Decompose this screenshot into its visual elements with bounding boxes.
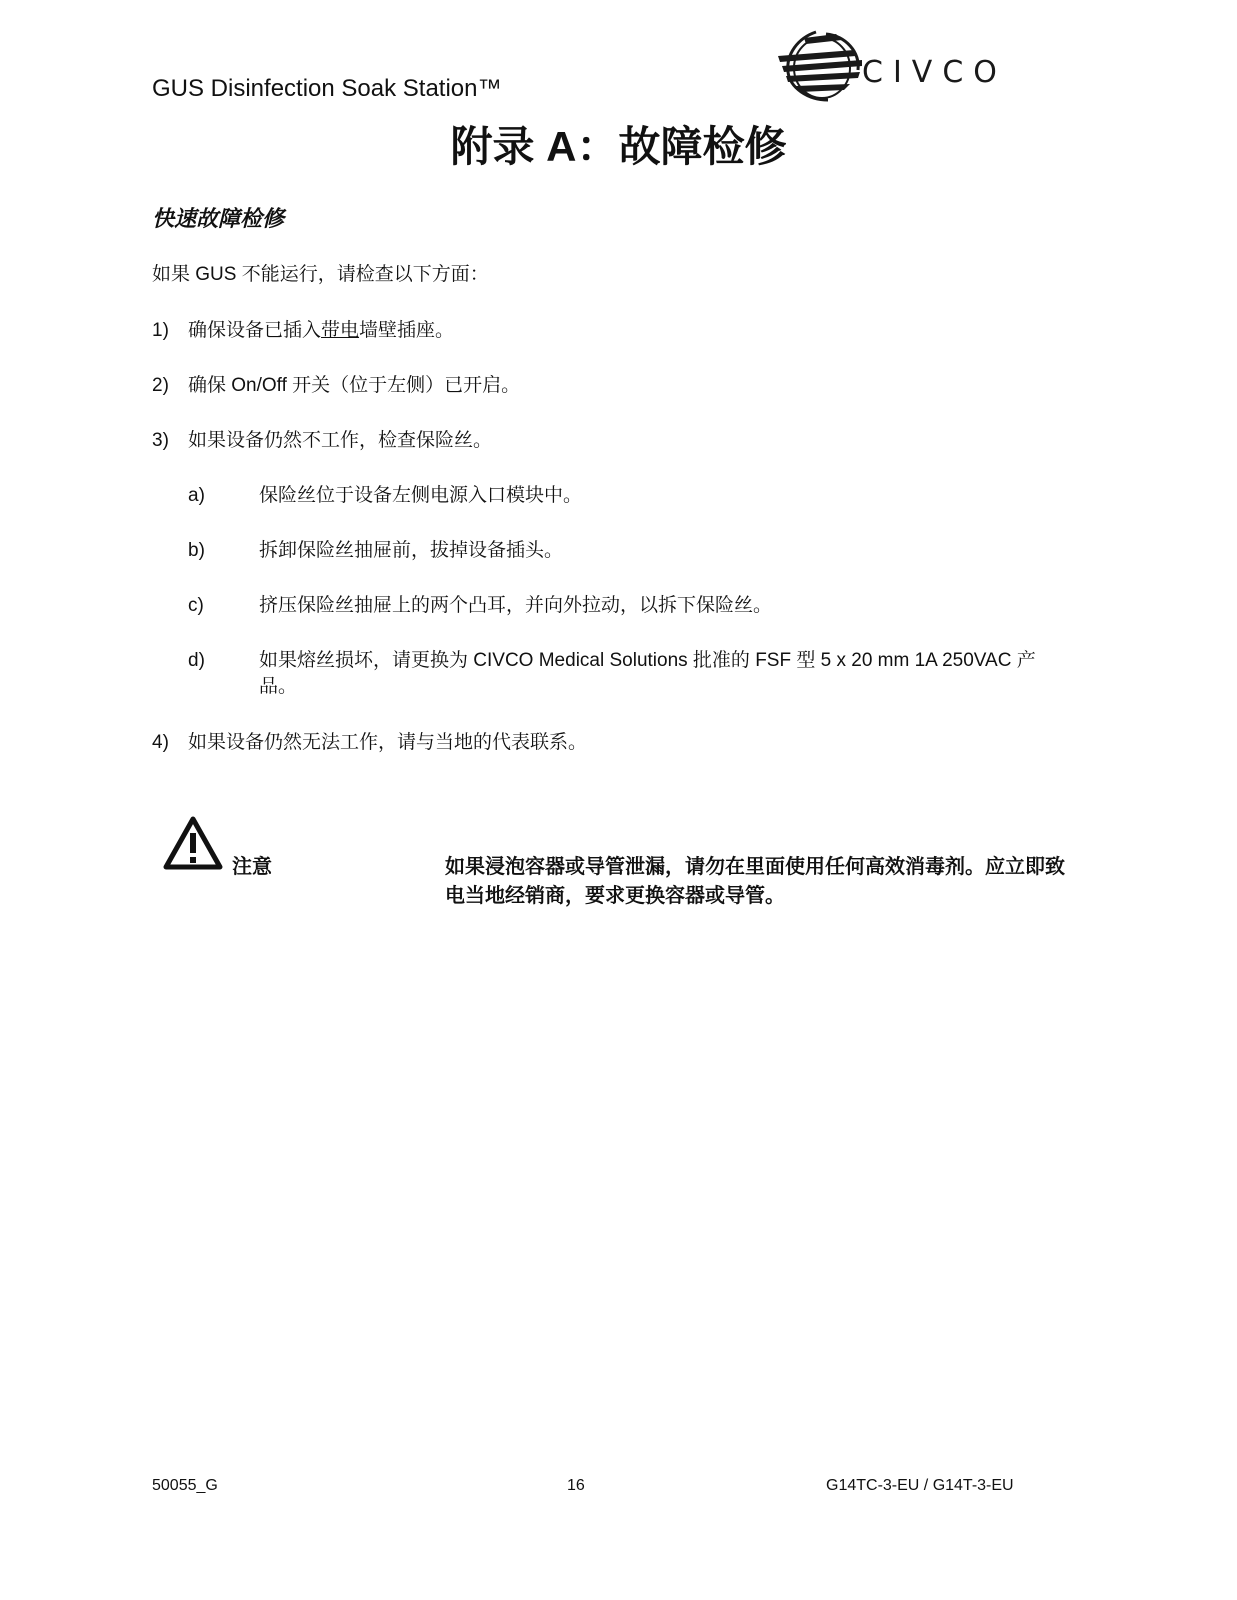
intro-text: 如果 GUS 不能运行，请检查以下方面： [152, 264, 489, 285]
substep-text: 拆卸保险丝抽屉前，拔掉设备插头。 [259, 540, 564, 561]
note-text: 如果浸泡容器或导管泄漏，请勿在里面使用任何高效消毒剂。应立即致电当地经销商，要求更换容器或导管。 [445, 856, 1065, 907]
section-title: 快速故障检修 [152, 206, 285, 231]
substep-text: 挤压保险丝抽屉上的两个凸耳，并向外拉动，以拆下保险丝。 [259, 595, 773, 616]
footer-page-number: 16 [567, 1477, 585, 1494]
substep-letter: a) [188, 485, 205, 506]
step-text: 如果设备仍然不工作，检查保险丝。 [188, 430, 493, 451]
note-label: 注意 [232, 856, 272, 878]
page-heading: 附录 A：故障检修 [450, 123, 787, 170]
step-text-part: 确保设备已插入 [188, 320, 322, 341]
footer-doc-number: 50055_G [152, 1477, 218, 1494]
substep-letter: c) [188, 595, 204, 616]
substep-letter: b) [188, 540, 205, 561]
step-number: 2) [152, 375, 169, 396]
step-text: 如果设备仍然无法工作，请与当地的代表联系。 [188, 732, 588, 753]
logo-wordmark: CIVCO [862, 55, 1007, 90]
step-text [188, 318, 454, 344]
substep-letter: d) [188, 650, 205, 671]
substep-text: 保险丝位于设备左侧电源入口模块中。 [259, 485, 583, 506]
step-text-part: 墙壁插座。 [359, 320, 455, 341]
substep-text: 如果熔丝损坏，请更换为 CIVCO Medical Solutions 批准的 FSF 型 5 x 20 mm 1A 250VAC 产品。 [259, 650, 1036, 697]
step-text-underlined: 带电 [321, 320, 360, 341]
civco-logo [776, 26, 1032, 106]
step-number: 1) [152, 320, 169, 341]
step-number: 3) [152, 430, 169, 451]
footer-models: G14TC-3-EU / G14T-3-EU [826, 1477, 1014, 1494]
step-number: 4) [152, 732, 169, 753]
step-text: 确保 On/Off 开关（位于左侧）已开启。 [188, 375, 521, 396]
warning-icon [162, 815, 224, 871]
document-title: GUS Disinfection Soak Station™ [152, 75, 502, 102]
